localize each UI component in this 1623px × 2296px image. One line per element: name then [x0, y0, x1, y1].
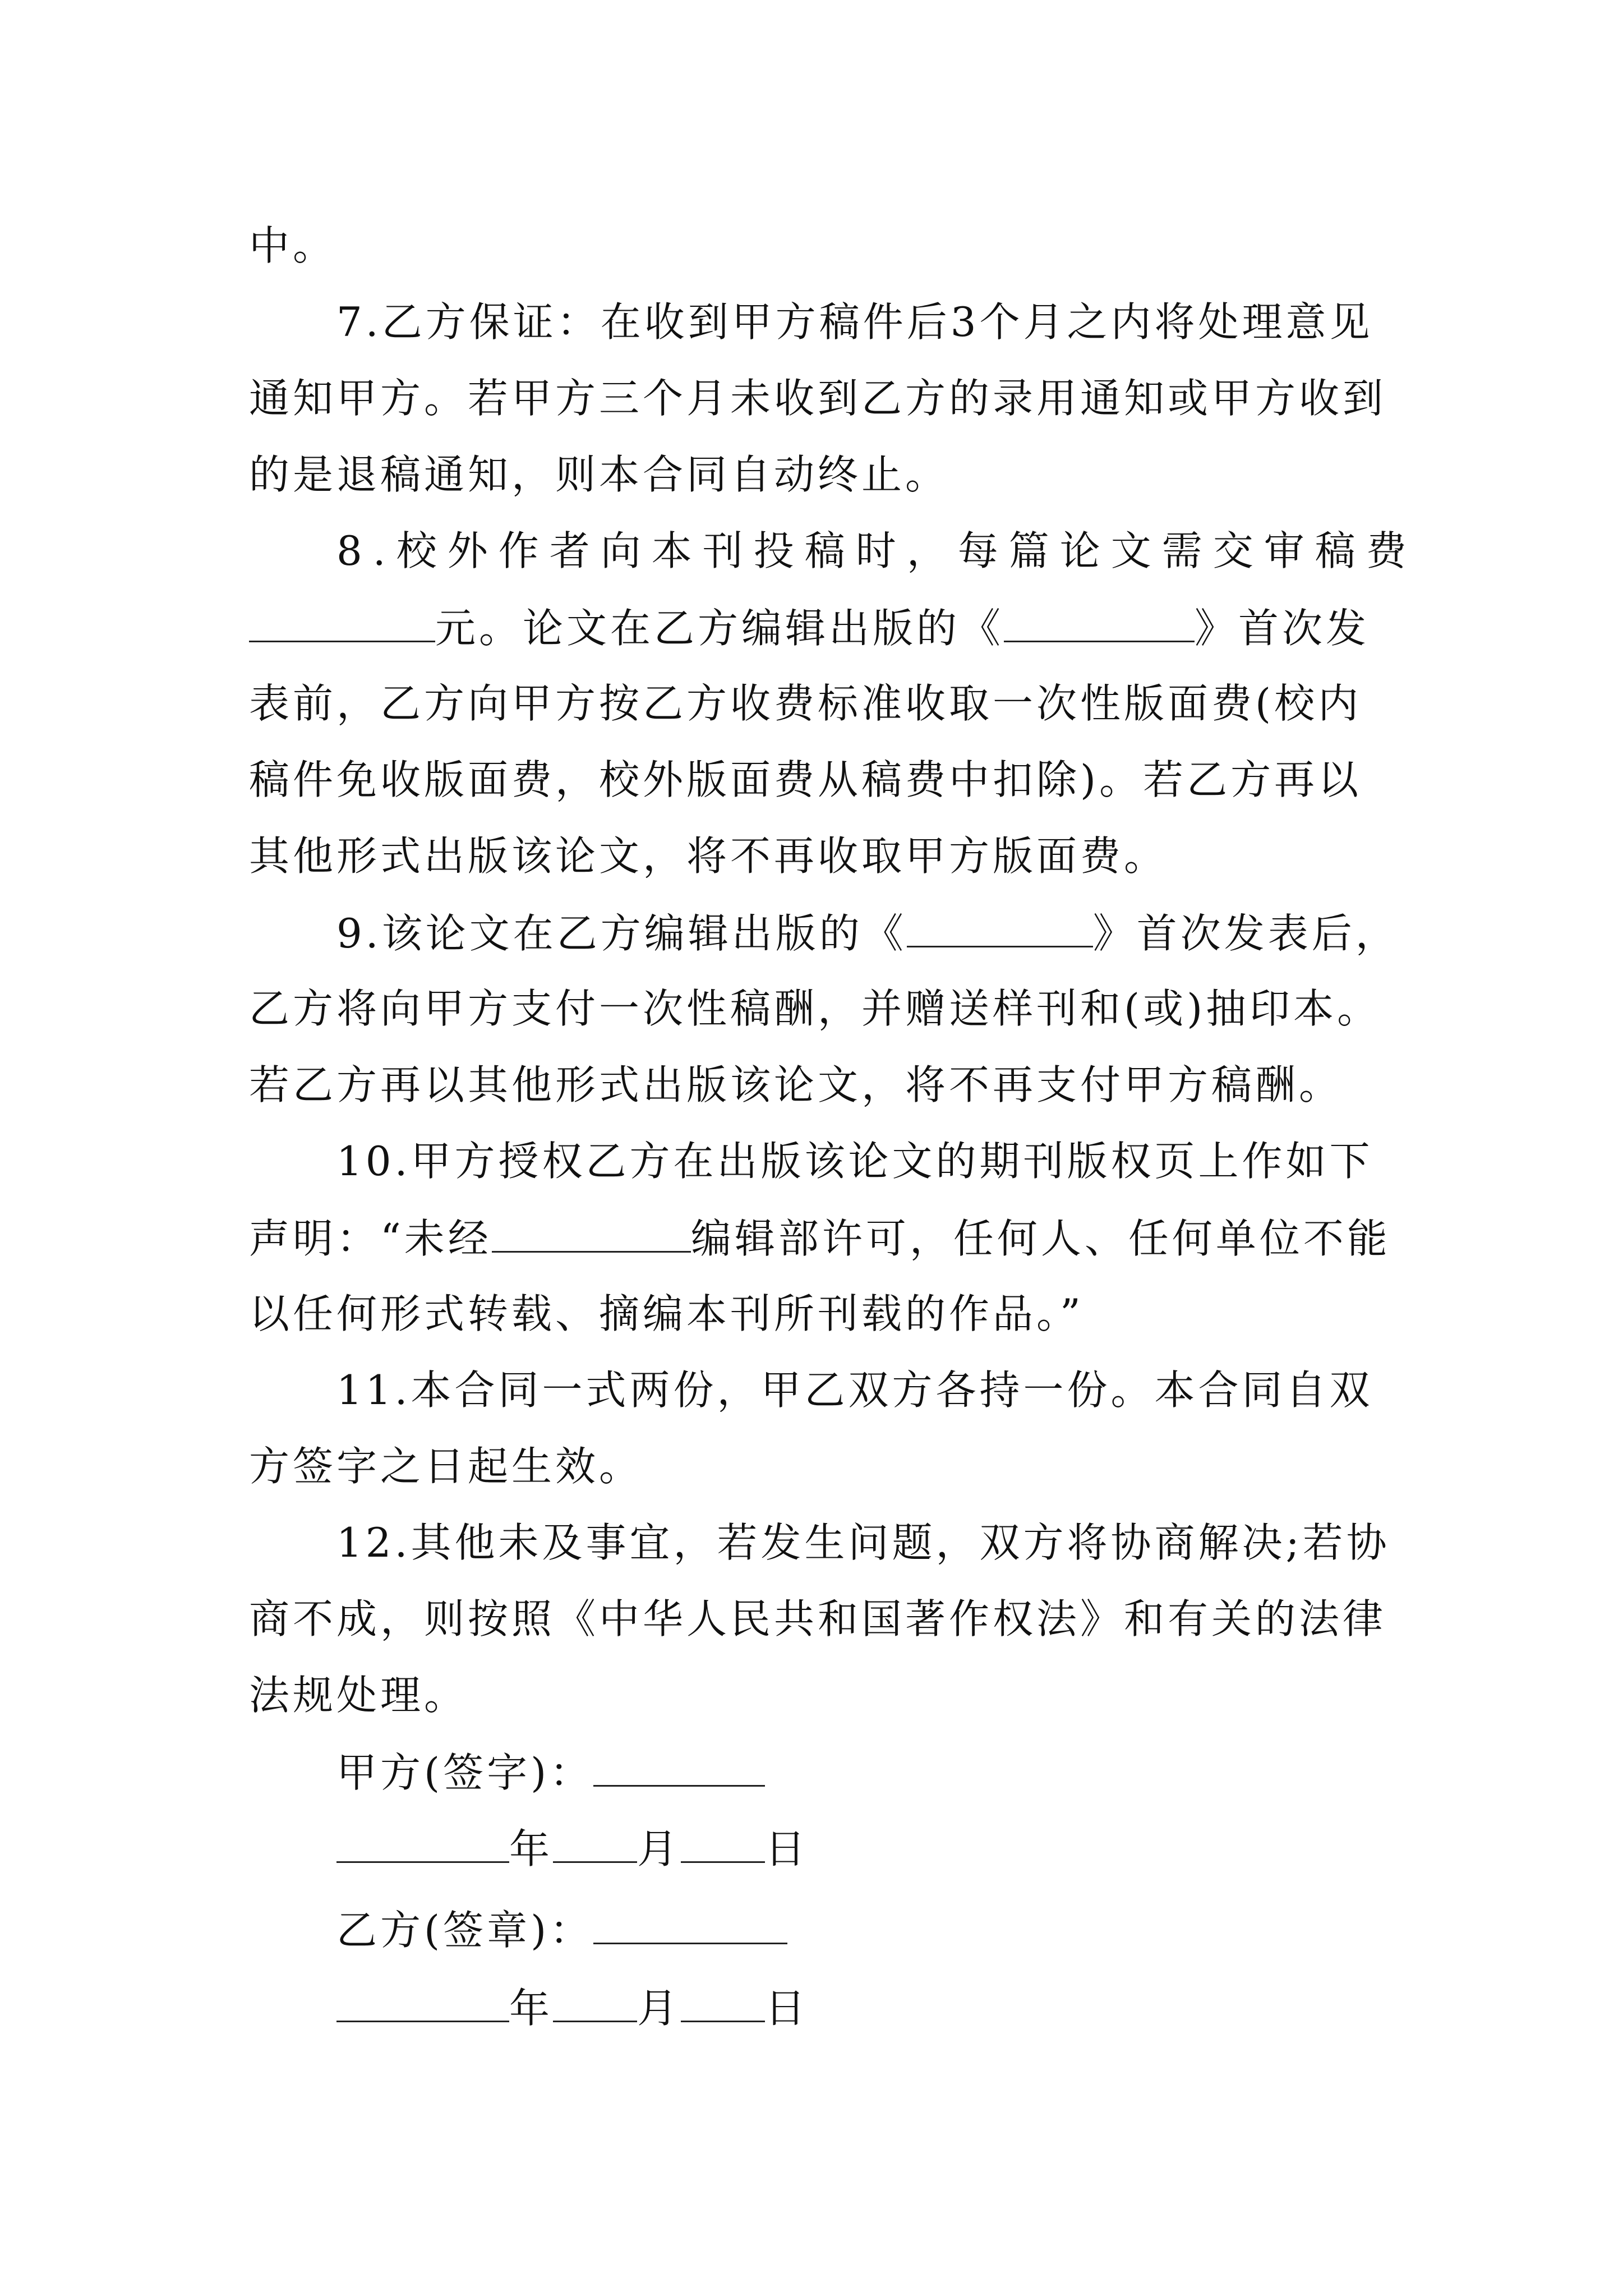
- text-segment: 编辑部许可，任何人、任何单位不能: [690, 1215, 1391, 1262]
- text-line-with-blanks: [249, 605, 1370, 652]
- text-line: 以任何形式转载、摘编本刊所刊载的作品。”: [249, 1290, 1084, 1337]
- month-label: 月: [637, 1825, 681, 1872]
- year-blank: [336, 1828, 509, 1863]
- blank-underline: [907, 912, 1093, 947]
- signature-blank: [593, 1909, 787, 1944]
- day-label: 日: [765, 1985, 809, 2032]
- party-a-label: 甲方(签字)：: [336, 1749, 594, 1796]
- text-line: 其他形式出版该论文，将不再收取甲方版面费。: [249, 832, 1168, 880]
- party-a-date: [336, 1825, 809, 1872]
- party-b-signature: [336, 1907, 787, 1954]
- month-label: 月: [637, 1985, 681, 2032]
- party-b-date: [336, 1985, 809, 2032]
- text-segment: 9.该论文在乙方编辑出版的《: [336, 910, 907, 957]
- text-line: 通知甲方。若甲方三个月未收到乙方的录用通知或甲方收到: [249, 375, 1387, 422]
- clause-7: 7.乙方保证：在收到甲方稿件后3个月之内将处理意见: [336, 298, 1373, 346]
- clause-10: 10.甲方授权乙方在出版该论文的期刊版权页上作如下: [336, 1138, 1373, 1185]
- text-segment: 》首次发: [1195, 605, 1370, 652]
- text-line: 中。: [249, 222, 337, 269]
- year-label: 年: [509, 1825, 554, 1872]
- day-blank: [681, 1828, 765, 1863]
- text-line: 方签字之日起生效。: [249, 1443, 643, 1490]
- day-blank: [681, 1987, 765, 2022]
- clause-12: 12.其他未及事宜，若发生问题，双方将协商解决;若协: [336, 1519, 1390, 1566]
- blank-underline: [492, 1217, 691, 1253]
- clause-9: [336, 910, 1399, 957]
- blank-underline: [249, 607, 435, 642]
- party-a-signature: [336, 1749, 765, 1796]
- clause-11: 11.本合同一式两份，甲乙双方各持一份。本合同自双: [336, 1366, 1373, 1414]
- text-segment: 元。论文在乙方编辑出版的《: [435, 605, 1004, 652]
- text-line: 表前，乙方向甲方按乙方收费标准收取一次性版面费(校内: [249, 680, 1362, 727]
- text-line: 的是退稿通知，则本合同自动终止。: [249, 451, 949, 498]
- day-label: 日: [765, 1825, 809, 1872]
- party-b-label: 乙方(签章)：: [336, 1907, 594, 1954]
- text-line: 稿件免收版面费，校外版面费从稿费中扣除)。若乙方再以: [249, 756, 1362, 803]
- text-line: 商不成，则按照《中华人民共和国著作权法》和有关的法律: [249, 1595, 1387, 1642]
- month-blank: [553, 1828, 637, 1863]
- year-blank: [336, 1987, 509, 2022]
- text-segment: 声明：“未经: [249, 1215, 492, 1262]
- clause-8: 8.校外作者向本刊投稿时，每篇论文需交审稿费: [336, 527, 1417, 574]
- text-segment: 》首次发表后，: [1092, 910, 1399, 957]
- text-line: 法规处理。: [249, 1672, 468, 1719]
- text-line: 若乙方再以其他形式出版该论文，将不再支付甲方稿酬。: [249, 1061, 1343, 1108]
- text-line-with-blank: [249, 1215, 1391, 1262]
- blank-underline: [1004, 607, 1195, 642]
- text-line: 乙方将向甲方支付一次性稿酬，并赠送样刊和(或)抽印本。: [249, 985, 1381, 1032]
- signature-blank: [593, 1751, 765, 1787]
- year-label: 年: [509, 1985, 554, 2032]
- month-blank: [553, 1987, 637, 2022]
